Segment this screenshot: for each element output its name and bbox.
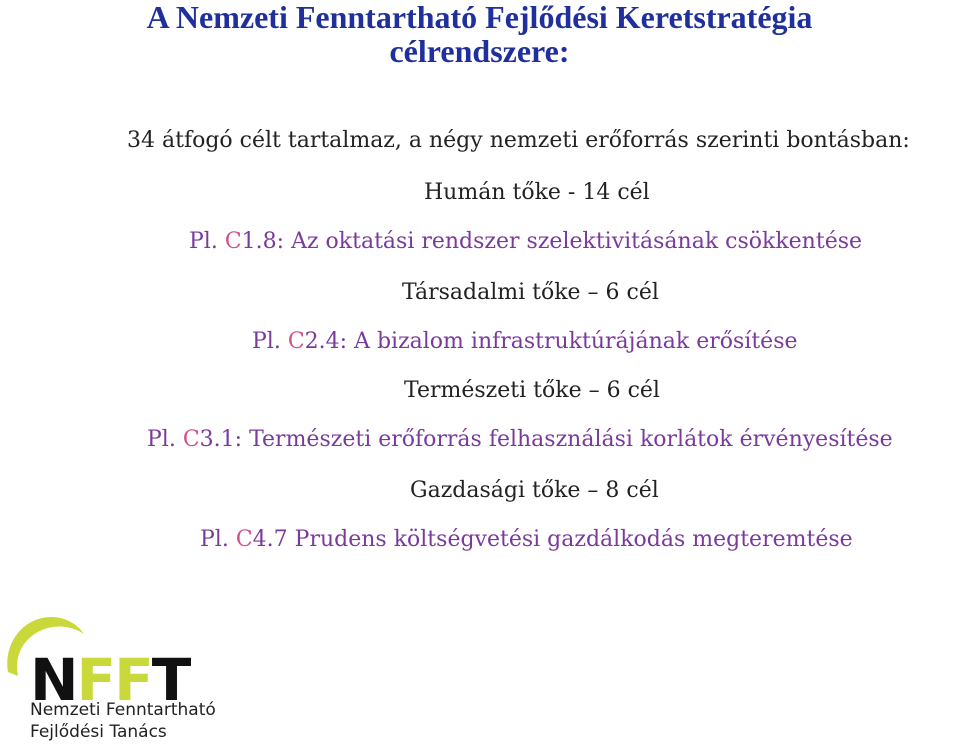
- example-text: 4.7 Prudens költségvetési gazdálkodás megteremtése: [252, 527, 853, 552]
- title-line-2: célrendszere:: [389, 33, 570, 69]
- logo-letter-t: T: [151, 646, 190, 714]
- group-example-economic: [200, 527, 853, 553]
- page-title: [0, 0, 959, 68]
- example-text: 1.8: Az oktatási rendszer szelektivitásának csökkentése: [241, 229, 863, 254]
- nfft-logo: [0, 610, 260, 744]
- group-example-natural: [147, 427, 893, 453]
- example-text: 3.1: Természeti erőforrás felhasználási korlátok érvényesítése: [199, 427, 893, 452]
- logo-subtitle-2: Fejlődési Tanács: [30, 722, 167, 742]
- title-line-1: A Nemzeti Fenntartható Fejlődési Keretstratégia: [146, 0, 813, 35]
- logo-letter-n: N: [30, 646, 77, 714]
- logo-letters-ff: FF: [76, 646, 152, 714]
- example-code-letter: C: [182, 427, 200, 452]
- example-text: 2.4: A bizalom infrastruktúrájának erősítése: [304, 329, 798, 354]
- example-prefix: Pl.: [200, 527, 236, 552]
- group-heading-natural: Természeti tőke – 6 cél: [404, 378, 660, 403]
- example-prefix: Pl.: [147, 427, 183, 452]
- example-prefix: Pl.: [252, 329, 288, 354]
- example-prefix: Pl.: [189, 229, 225, 254]
- group-heading-human: Humán tőke - 14 cél: [424, 180, 650, 205]
- logo-subtitle-1: Nemzeti Fenntartható: [30, 700, 216, 720]
- intro-text: 34 átfogó célt tartalmaz, a négy nemzeti erőforrás szerinti bontásban:: [127, 128, 910, 153]
- group-heading-social: Társadalmi tőke – 6 cél: [402, 280, 659, 305]
- example-code-letter: C: [287, 329, 305, 354]
- group-heading-economic: Gazdasági tőke – 8 cél: [410, 478, 659, 503]
- group-example-human: [189, 229, 862, 255]
- example-code-letter: C: [235, 527, 253, 552]
- example-code-letter: C: [224, 229, 242, 254]
- group-example-social: [252, 329, 798, 355]
